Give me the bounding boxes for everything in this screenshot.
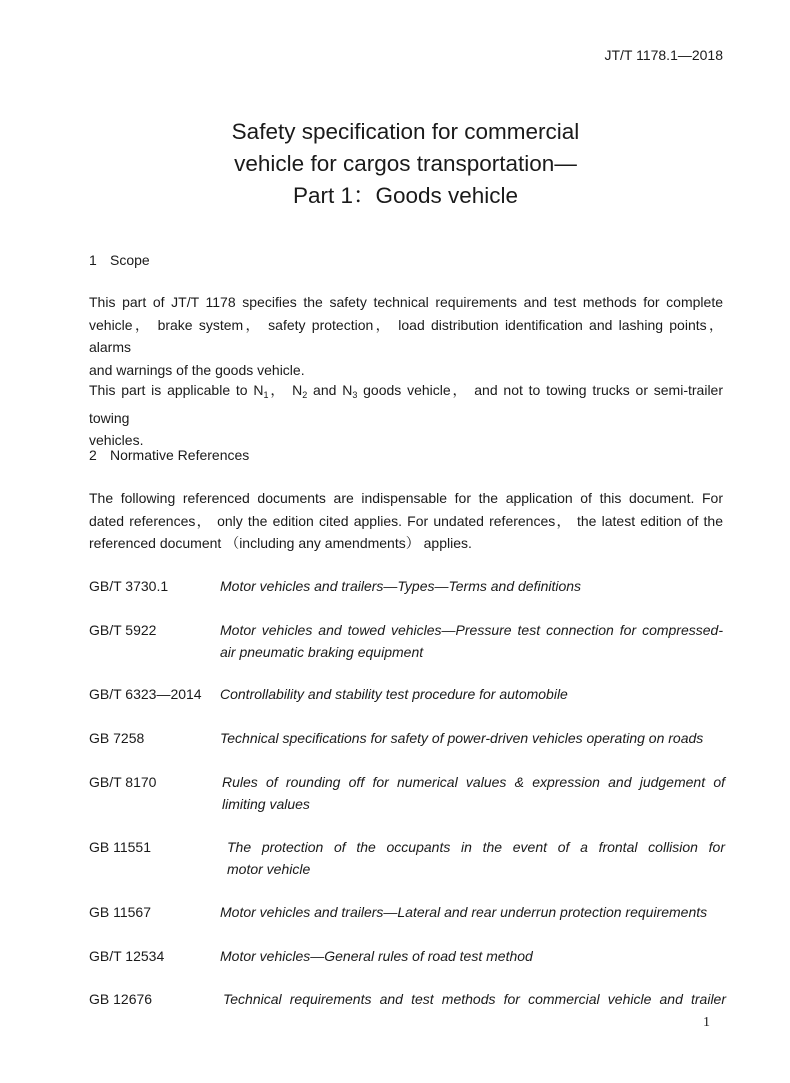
reference-title-line: Technical specifications for safety of power-driven vehicles operating on roads xyxy=(220,730,704,746)
paragraph-line: and warnings of the goods vehicle. xyxy=(89,361,305,378)
reference-code: GB 11567 xyxy=(89,904,152,920)
reference-title xyxy=(220,945,723,967)
reference-title-line: Motor vehicles and trailers—Types—Terms and definitions xyxy=(220,578,582,594)
section-title: Scope xyxy=(110,252,150,268)
section-heading-normative-references xyxy=(89,447,249,463)
title-line-2: vehicle for cargos transportation— xyxy=(234,151,577,176)
reference-title-line: The protection of the occupants in the event of a frontal collision for xyxy=(227,839,725,855)
text-fragment: ， N xyxy=(268,382,303,398)
paragraph-line: The following referenced documents are indispensable for the application of this document. For xyxy=(89,490,723,506)
reference-code: GB 12676 xyxy=(89,991,153,1007)
reference-title xyxy=(222,771,725,815)
title-line-1: Safety specification for commercial xyxy=(231,119,580,144)
section-number: 2 xyxy=(89,447,97,463)
paragraph-line: vehicles. xyxy=(89,432,144,448)
reference-title-line: Technical requirements and test methods for commercial vehicle and trailer xyxy=(223,991,726,1007)
reference-code: GB/T 12534 xyxy=(89,948,165,964)
reference-title-line: Rules of rounding off for numerical values & expression and judgement of xyxy=(222,774,725,790)
reference-code: GB/T 8170 xyxy=(89,774,157,790)
reference-code: GB/T 3730.1 xyxy=(89,578,169,594)
paragraph-line: referenced document （including any amendments） applies. xyxy=(89,535,472,551)
text-fragment: This part is applicable to N xyxy=(89,382,264,398)
paragraph-line xyxy=(89,379,723,429)
paragraph-line: This part of JT/T 1178 specifies the safety technical requirements and test methods for complete xyxy=(89,294,723,310)
reference-title xyxy=(220,575,723,597)
reference-title xyxy=(220,683,723,705)
section-title: Normative References xyxy=(110,447,250,463)
reference-title xyxy=(220,619,723,663)
standard-code: JT/T 1178.1—2018 xyxy=(604,47,723,63)
subscript: 2 xyxy=(302,390,308,400)
reference-title xyxy=(220,727,723,749)
subscript: 1 xyxy=(263,390,269,400)
scope-paragraph-1 xyxy=(89,291,723,381)
title-line-3: Part 1：Goods vehicle xyxy=(292,183,519,208)
reference-title-line: Motor vehicles—General rules of road test method xyxy=(220,948,533,964)
scope-paragraph-2 xyxy=(89,379,723,452)
subscript: 3 xyxy=(352,390,358,400)
reference-title-line: Motor vehicles and towed vehicles—Pressure test connection for compressed- xyxy=(220,622,723,638)
document-title xyxy=(0,116,790,212)
paragraph-line: vehicle， brake system， safety protection， load distribution identification and lashing points， alarms xyxy=(89,316,723,355)
reference-title-line: Controllability and stability test procedure for automobile xyxy=(220,686,568,702)
reference-code: GB 7258 xyxy=(89,730,145,746)
normative-paragraph xyxy=(89,487,723,555)
reference-code: GB/T 6323—2014 xyxy=(89,686,202,702)
reference-title xyxy=(223,988,726,1010)
section-heading-scope xyxy=(89,252,150,268)
text-fragment: and N xyxy=(307,382,353,398)
reference-title-line: motor vehicle xyxy=(227,861,311,877)
reference-title-line: air pneumatic braking equipment xyxy=(220,644,424,660)
reference-title-line: Motor vehicles and trailers—Lateral and rear underrun protection requirements xyxy=(220,904,708,920)
text-fragment: goods vehicle， and not to towing trucks or semi-trailer towing xyxy=(89,382,723,426)
reference-title xyxy=(220,901,723,923)
reference-title-line: limiting values xyxy=(222,796,310,812)
paragraph-line: dated references， only the edition cited applies. For undated references， the latest edition of the xyxy=(89,512,723,529)
section-number: 1 xyxy=(89,252,97,268)
page-number: 1 xyxy=(703,1015,710,1030)
reference-code: GB 11551 xyxy=(89,839,152,855)
reference-code: GB/T 5922 xyxy=(89,622,157,638)
reference-title xyxy=(227,836,725,880)
